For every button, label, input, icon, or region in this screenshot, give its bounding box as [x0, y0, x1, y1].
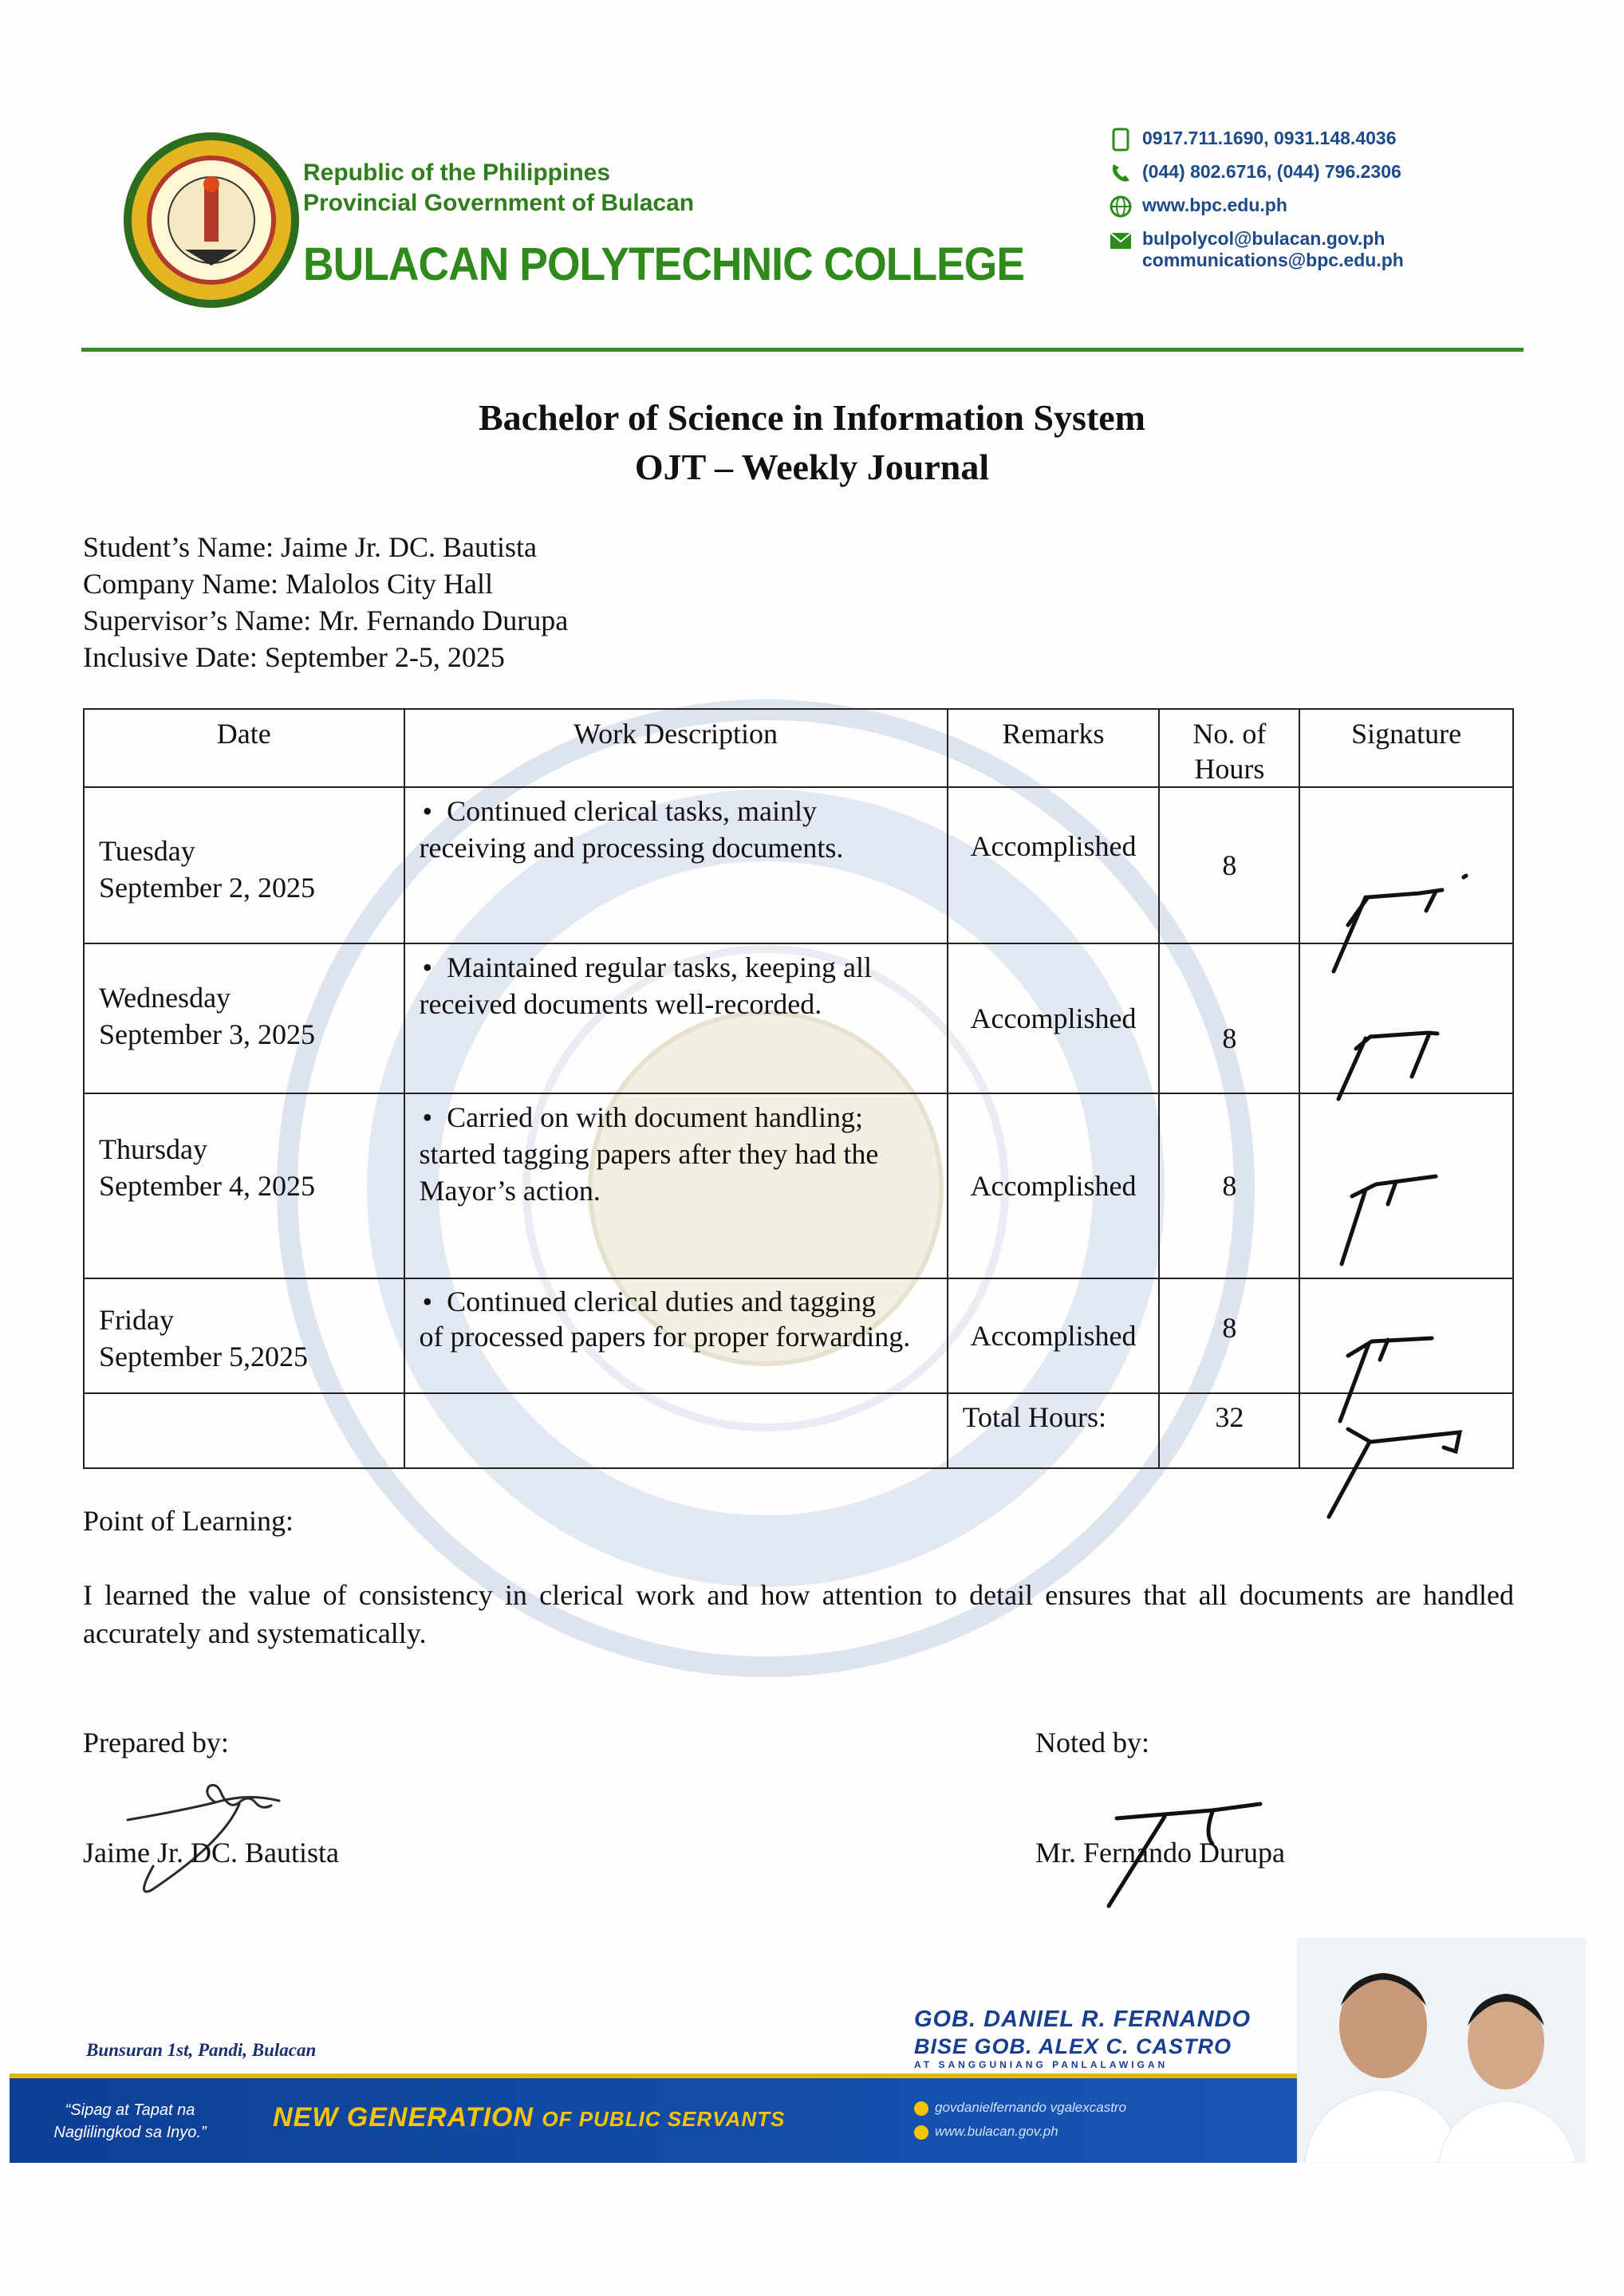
header-date: Date	[84, 709, 404, 787]
footer-social	[914, 2096, 1126, 2144]
footer-slogan	[273, 2102, 785, 2133]
remarks-cell: Accomplished	[948, 787, 1160, 943]
row-date: September 4, 2025	[99, 1170, 315, 1202]
social-website[interactable]: www.bulacan.gov.ph	[935, 2124, 1058, 2139]
hours-cell: 8	[1159, 1093, 1299, 1278]
student-name: Student’s Name: Jaime Jr. DC. Bautista	[83, 531, 537, 563]
slogan-rest: OF PUBLIC SERVANTS	[542, 2107, 786, 2131]
council-name: AT SANGGUNIANG PANLALAWIGAN	[914, 2059, 1169, 2070]
point-of-learning-label: Point of Learning:	[83, 1505, 294, 1537]
republic-text: Republic of the Philippines	[303, 159, 611, 186]
landline-numbers: (044) 802.6716, (044) 796.2306	[1142, 161, 1401, 182]
contact-block	[1109, 128, 1404, 276]
header-divider	[81, 348, 1523, 352]
remarks-cell: Accomplished	[948, 1093, 1160, 1278]
student-info	[83, 529, 568, 675]
telephone-icon	[1109, 161, 1133, 185]
date-cell	[84, 1278, 404, 1393]
hours-cell: 8	[1159, 787, 1299, 943]
social-handles[interactable]: govdanielfernando vgalexcastro	[935, 2100, 1127, 2115]
supervisor-name: Supervisor’s Name: Mr. Fernando Durupa	[83, 605, 569, 636]
total-value: 32	[1159, 1393, 1299, 1468]
row-day: Thursday	[99, 1133, 207, 1165]
email-icon	[1109, 228, 1133, 252]
college-location: Bunsuran 1st, Pandi, Bulacan	[86, 2040, 317, 2060]
row-day: Wednesday	[99, 982, 231, 1014]
work-cell	[404, 787, 948, 943]
company-name: Company Name: Malolos City Hall	[83, 568, 493, 600]
header-remarks: Remarks	[948, 709, 1160, 787]
hours-cell: 8	[1159, 943, 1299, 1093]
mobile-phone-icon	[1109, 128, 1133, 152]
empty-cell	[84, 1393, 404, 1468]
facebook-icon	[914, 2101, 928, 2116]
row-day: Friday	[99, 1304, 174, 1336]
work-line: • Maintained regular tasks, keeping all	[420, 951, 872, 983]
globe-icon	[1109, 195, 1133, 219]
date-cell	[84, 1093, 404, 1278]
slogan-main: NEW GENERATION	[273, 2102, 534, 2133]
motto-line: Naglilingkod sa Inyo.”	[53, 2124, 207, 2141]
header-hours-line1: No. of	[1192, 718, 1267, 750]
row-date: September 5,2025	[99, 1341, 308, 1372]
table-header-row	[84, 709, 1513, 787]
college-name: BULACAN POLYTECHNIC COLLEGE	[303, 238, 1025, 290]
email-primary[interactable]: bulpolycol@bulacan.gov.ph	[1142, 228, 1386, 249]
date-cell	[84, 943, 404, 1093]
header-work: Work Description	[404, 709, 948, 787]
header-signature: Signature	[1299, 709, 1513, 787]
point-of-learning-text: I learned the value of consistency in clerical work and how attention to detail ensures that all documents are handled accurately and systematically.	[83, 1579, 1514, 1649]
work-line: • Continued clerical duties and tagging	[420, 1286, 876, 1317]
work-cell	[404, 1278, 948, 1393]
email-secondary[interactable]: communications@bpc.edu.ph	[1142, 250, 1404, 270]
mobile-numbers: 0917.711.1690, 0931.148.4036	[1142, 128, 1397, 148]
remarks-cell: Accomplished	[948, 943, 1160, 1093]
inclusive-date: Inclusive Date: September 2-5, 2025	[83, 641, 505, 673]
officials-photo	[1297, 1938, 1586, 2163]
journal-title: OJT – Weekly Journal	[634, 447, 990, 487]
province-text: Provincial Government of Bulacan	[303, 190, 695, 216]
government-heading	[303, 158, 694, 219]
governor-name: GOB. DANIEL R. FERNANDO	[914, 2007, 1252, 2032]
noted-by-name: Mr. Fernando Durupa	[1035, 1837, 1285, 1869]
work-line: • Carried on with document handling;	[420, 1101, 864, 1133]
work-line: received documents well-recorded.	[419, 988, 822, 1020]
header-hours	[1159, 709, 1299, 787]
globe-icon	[914, 2125, 928, 2140]
work-line: started tagging papers after they had the Mayor’s action.	[419, 1138, 879, 1207]
footer-motto	[30, 2099, 230, 2144]
noted-by-label: Noted by:	[1035, 1727, 1149, 1758]
vice-governor-name: BISE GOB. ALEX C. CASTRO	[914, 2034, 1232, 2058]
remarks-cell: Accomplished	[948, 1278, 1160, 1393]
total-label: Total Hours:	[948, 1393, 1160, 1468]
prepared-by-label: Prepared by:	[83, 1727, 229, 1758]
college-seal-logo	[121, 130, 302, 310]
empty-cell	[404, 1393, 948, 1468]
row-date: September 2, 2025	[99, 872, 315, 904]
program-title: Bachelor of Science in Information System	[478, 397, 1146, 438]
work-line: of processed papers for proper forwarding.	[419, 1321, 911, 1353]
work-line: • Continued clerical tasks, mainly	[420, 795, 818, 827]
prepared-by-name: Jaime Jr. DC. Bautista	[83, 1837, 339, 1869]
row-day: Tuesday	[99, 835, 195, 867]
work-cell	[404, 943, 948, 1093]
date-cell	[84, 787, 404, 943]
work-cell	[404, 1093, 948, 1278]
work-line: receiving and processing documents.	[419, 832, 844, 864]
website-link[interactable]: www.bpc.edu.ph	[1142, 195, 1287, 215]
header-hours-line2: Hours	[1194, 753, 1265, 785]
supervisor-initials	[1292, 861, 1523, 1531]
row-date: September 3, 2025	[99, 1018, 315, 1050]
motto-line: “Sipag at Tapat na	[65, 2101, 195, 2119]
email-addresses	[1142, 228, 1404, 271]
hours-cell: 8	[1159, 1278, 1299, 1393]
